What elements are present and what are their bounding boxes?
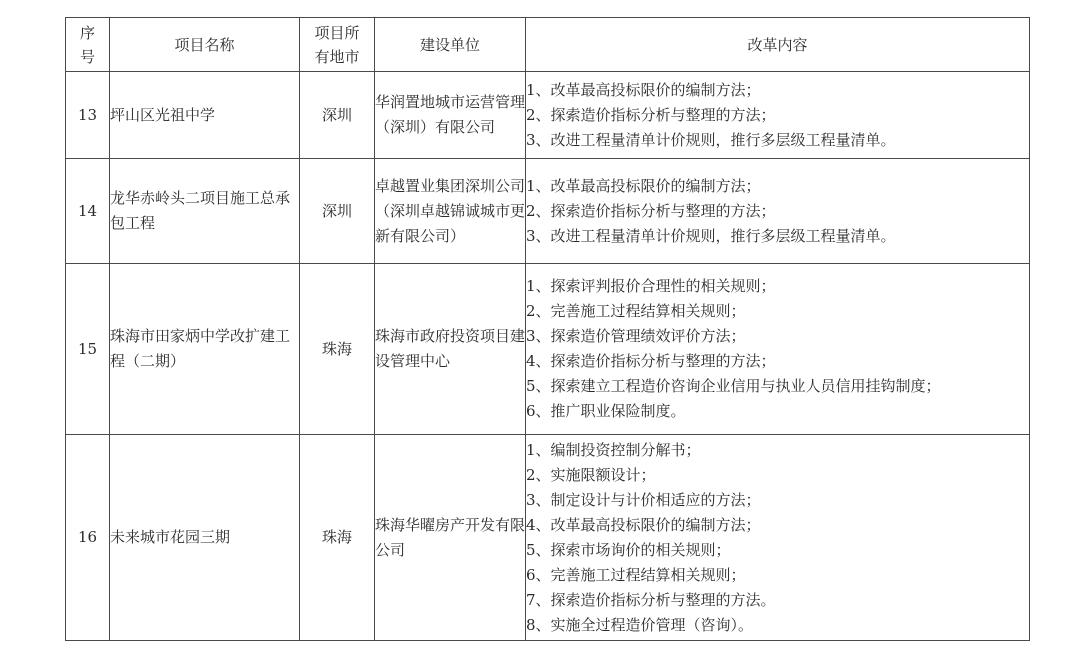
- row-location: 深圳: [300, 72, 375, 159]
- reform-item: 4、探索造价指标分析与整理的方法；: [526, 352, 776, 370]
- table-row: [66, 435, 1030, 641]
- reform-item: 6、完善施工过程结算相关规则；: [526, 565, 746, 584]
- header-location-line1: 项目所: [314, 23, 360, 42]
- header-location: [300, 18, 375, 72]
- reform-item: 3、改进工程量清单计价规则，推行多层级工程量清单。: [526, 130, 896, 149]
- row-project-name: 龙华赤岭头二项目施工总承包工程: [110, 159, 300, 264]
- header-seq: [66, 18, 110, 72]
- table-header-row: [66, 18, 1030, 72]
- table-row: [66, 72, 1030, 159]
- row-seq: 13: [66, 72, 110, 159]
- row-construction-unit: 卓越置业集团深圳公司（深圳卓越锦诚城市更新有限公司）: [375, 159, 526, 264]
- row-construction-unit: 珠海华曜房产开发有限公司: [375, 435, 526, 641]
- reform-item: 2、探索造价指标分析与整理的方法；: [526, 201, 776, 220]
- reform-item: 4、改革最高投标限价的编制方法；: [526, 515, 761, 534]
- row-project-name: 坪山区光祖中学: [110, 72, 300, 159]
- row-reform-content: [526, 435, 1030, 641]
- row-seq: 14: [66, 159, 110, 264]
- reform-item: 2、探索造价指标分析与整理的方法；: [526, 105, 776, 124]
- reform-item: 2、完善施工过程结算相关规则；: [526, 302, 746, 320]
- header-name: 项目名称: [110, 18, 300, 72]
- reform-item: 5、探索市场询价的相关规则；: [526, 540, 731, 559]
- row-project-name: 未来城市花园三期: [110, 435, 300, 641]
- reform-item: 3、改进工程量清单计价规则，推行多层级工程量清单。: [526, 226, 896, 245]
- row-location: 深圳: [300, 159, 375, 264]
- row-seq: 16: [66, 435, 110, 641]
- header-content: 改革内容: [526, 18, 1030, 72]
- row-reform-content: [526, 159, 1030, 264]
- reform-item: 8、实施全过程造价管理（咨询）。: [526, 615, 754, 634]
- reform-projects-table: [65, 17, 1030, 641]
- table-row: [66, 159, 1030, 264]
- row-location: 珠海: [300, 264, 375, 435]
- reform-item: 1、改革最高投标限价的编制方法；: [526, 80, 761, 99]
- header-seq-line2: 号: [79, 47, 95, 66]
- header-unit: 建设单位: [375, 18, 526, 72]
- reform-item: 1、改革最高投标限价的编制方法；: [526, 176, 761, 195]
- row-reform-content: [526, 72, 1030, 159]
- header-location-line2: 有地市: [314, 47, 360, 66]
- reform-item: 5、探索建立工程造价咨询企业信用与执业人员信用挂钩制度；: [526, 377, 941, 395]
- reform-item: 1、探索评判报价合理性的相关规则；: [526, 277, 776, 295]
- reform-item: 2、实施限额设计；: [526, 465, 656, 484]
- reform-item: 3、制定设计与计价相适应的方法；: [526, 490, 761, 509]
- row-reform-content: [526, 264, 1030, 435]
- reform-item: 1、编制投资控制分解书；: [526, 440, 701, 459]
- row-construction-unit: 华润置地城市运营管理（深圳）有限公司: [375, 72, 526, 159]
- row-construction-unit: 珠海市政府投资项目建设管理中心: [375, 264, 526, 435]
- header-seq-line1: 序: [79, 23, 95, 42]
- reform-item: 7、探索造价指标分析与整理的方法。: [526, 590, 776, 609]
- reform-item: 6、推广职业保险制度。: [526, 402, 686, 420]
- row-project-name: 珠海市田家炳中学改扩建工程（二期）: [110, 264, 300, 435]
- table-row: [66, 264, 1030, 435]
- reform-item: 3、探索造价管理绩效评价方法；: [526, 327, 746, 345]
- row-seq: 15: [66, 264, 110, 435]
- row-location: 珠海: [300, 435, 375, 641]
